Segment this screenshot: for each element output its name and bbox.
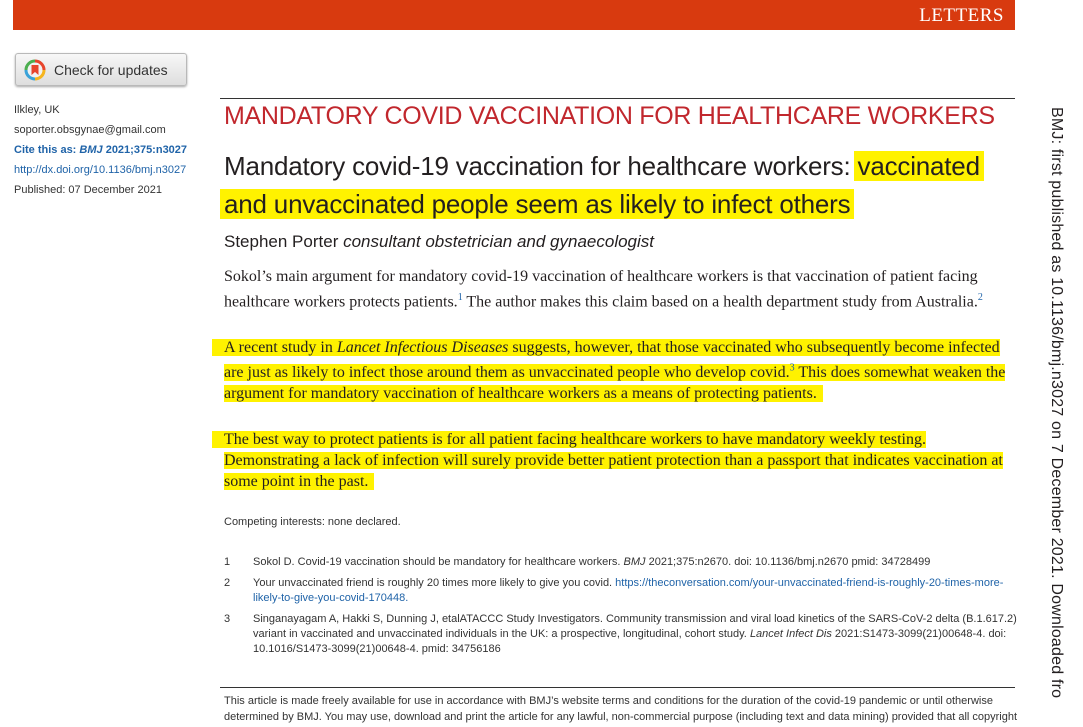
paragraph-2-text-b: suggests, however, that those vaccinated who subsequently become infected are just as likely to infect those around them as unvaccinated people who develop covid. xyxy=(224,339,1000,382)
reference-number: 1 xyxy=(224,556,231,568)
paragraph-2-text-a: A recent study in xyxy=(224,339,337,356)
cite-ref: 2021;375:n3027 xyxy=(102,144,188,156)
reference-item xyxy=(224,612,1019,657)
check-for-updates-button[interactable] xyxy=(15,53,187,86)
paragraph-1-text-b: The author makes this claim based on a health department study from Australia. xyxy=(462,293,978,311)
reference-text xyxy=(253,555,930,570)
paragraph-2-text-c: This does somewhat weaken the argument for mandatory vaccination of healthcare workers as a means of protecting patients. xyxy=(224,364,1006,403)
author-name: Stephen Porter xyxy=(224,232,339,251)
paragraph-2-journal: Lancet Infectious Diseases xyxy=(336,339,509,356)
section-banner xyxy=(13,0,1015,30)
published-date: Published: 07 December 2021 xyxy=(14,184,162,196)
reference-link[interactable]: https://theconversation.com/your-unvaccinated-friend-is-roughly-20-times-more-likely-to-give-you-covid-170448. xyxy=(253,577,1004,604)
paragraph-2 xyxy=(224,337,1019,404)
paragraph-1 xyxy=(224,266,1019,312)
section-title: MANDATORY COVID VACCINATION FOR HEALTHCARE WORKERS xyxy=(224,102,995,130)
author-location: Ilkley, UK xyxy=(14,104,60,116)
reference-text-b: 2021;375:n2670. doi: 10.1136/bmj.n2670 pmid: 34728499 xyxy=(645,556,931,568)
cite-prefix: Cite this as: xyxy=(14,144,80,156)
paragraph-2-highlighted xyxy=(224,339,1005,402)
ref-link-2[interactable]: 2 xyxy=(977,292,983,303)
title-part-1: Mandatory covid-19 vaccination for healthcare workers: xyxy=(224,151,858,181)
paragraph-3 xyxy=(224,429,1019,492)
citation xyxy=(14,140,209,160)
reference-number: 3 xyxy=(224,613,231,625)
reference-journal: BMJ xyxy=(623,556,646,568)
cite-journal: BMJ xyxy=(79,144,103,156)
doi-link[interactable]: http://dx.doi.org/10.1136/bmj.n3027 xyxy=(14,164,187,176)
reference-text-a: Your unvaccinated friend is roughly 20 times more likely to give you covid. xyxy=(253,577,616,589)
reference-text-b: 2021:S1473-3099(21)00648-4. doi: 10.1016/S1473-3099(21)00648-4. pmid: 34756186 xyxy=(253,628,1007,655)
byline xyxy=(224,232,654,252)
check-for-updates-label: Check for updates xyxy=(54,61,168,78)
reference-number: 2 xyxy=(224,577,231,589)
article-title xyxy=(224,147,1024,223)
article-meta xyxy=(14,100,209,200)
ref-link-1[interactable]: 1 xyxy=(457,292,463,303)
reference-text xyxy=(253,576,1019,606)
author-email[interactable]: soporter.obsgynae@gmail.com xyxy=(14,124,166,136)
reference-text-a: Sokol D. Covid-19 vaccination should be mandatory for healthcare workers. xyxy=(253,556,624,568)
reference-item xyxy=(224,576,1019,606)
reference-journal: Lancet Infect Dis xyxy=(749,628,832,640)
title-highlight-a: vaccinated xyxy=(857,151,980,181)
competing-interests: Competing interests: none declared. xyxy=(224,516,401,528)
title-highlight-b: and unvaccinated people seem as likely to infect others xyxy=(224,189,851,219)
vertical-publication-note: BMJ: first published as 10.1136/bmj.n3027 on 7 December 2021. Downloaded fro xyxy=(1048,107,1065,699)
bookmark-badge-icon xyxy=(24,59,46,81)
reference-text xyxy=(253,612,1019,657)
reference-text-a: Singanayagam A, Hakki S, Dunning J, etalATACCC Study Investigators. Community transmission and viral load kinetics of the SARS-CoV-2 delta (B.1.617.2) variant in vaccinated and unvaccinated individuals in the UK: a prospective, longitudinal, cohort study. xyxy=(253,613,1017,640)
references-list xyxy=(224,555,1019,663)
reference-item xyxy=(224,555,1019,570)
author-role: consultant obstetrician and gynaecologist xyxy=(343,232,655,251)
paragraph-3-text: The best way to protect patients is for all patient facing healthcare workers to have mandatory weekly testing. Demonstrating a lack of infection will surely provide better patient protection than a passport that indicates vaccination at some point in the past. xyxy=(224,431,1003,490)
footer-divider xyxy=(220,687,1015,688)
paragraph-1-text-a: Sokol’s main argument for mandatory covid-19 vaccination of healthcare workers is that vaccination of patient facing healthcare workers protects patients. xyxy=(224,268,978,311)
banner-label: LETTERS xyxy=(919,5,1004,26)
license-notice: This article is made freely available for use in accordance with BMJ’s website terms and conditions for the duration of the covid-19 pandemic or until otherwise determined by BMJ. You may use, download and print the article for any lawful, non-commercial purpose (including text and data mining) provided that all copyright xyxy=(224,695,1018,723)
header-divider xyxy=(220,98,1015,99)
ref-link-3[interactable]: 3 xyxy=(789,363,795,374)
